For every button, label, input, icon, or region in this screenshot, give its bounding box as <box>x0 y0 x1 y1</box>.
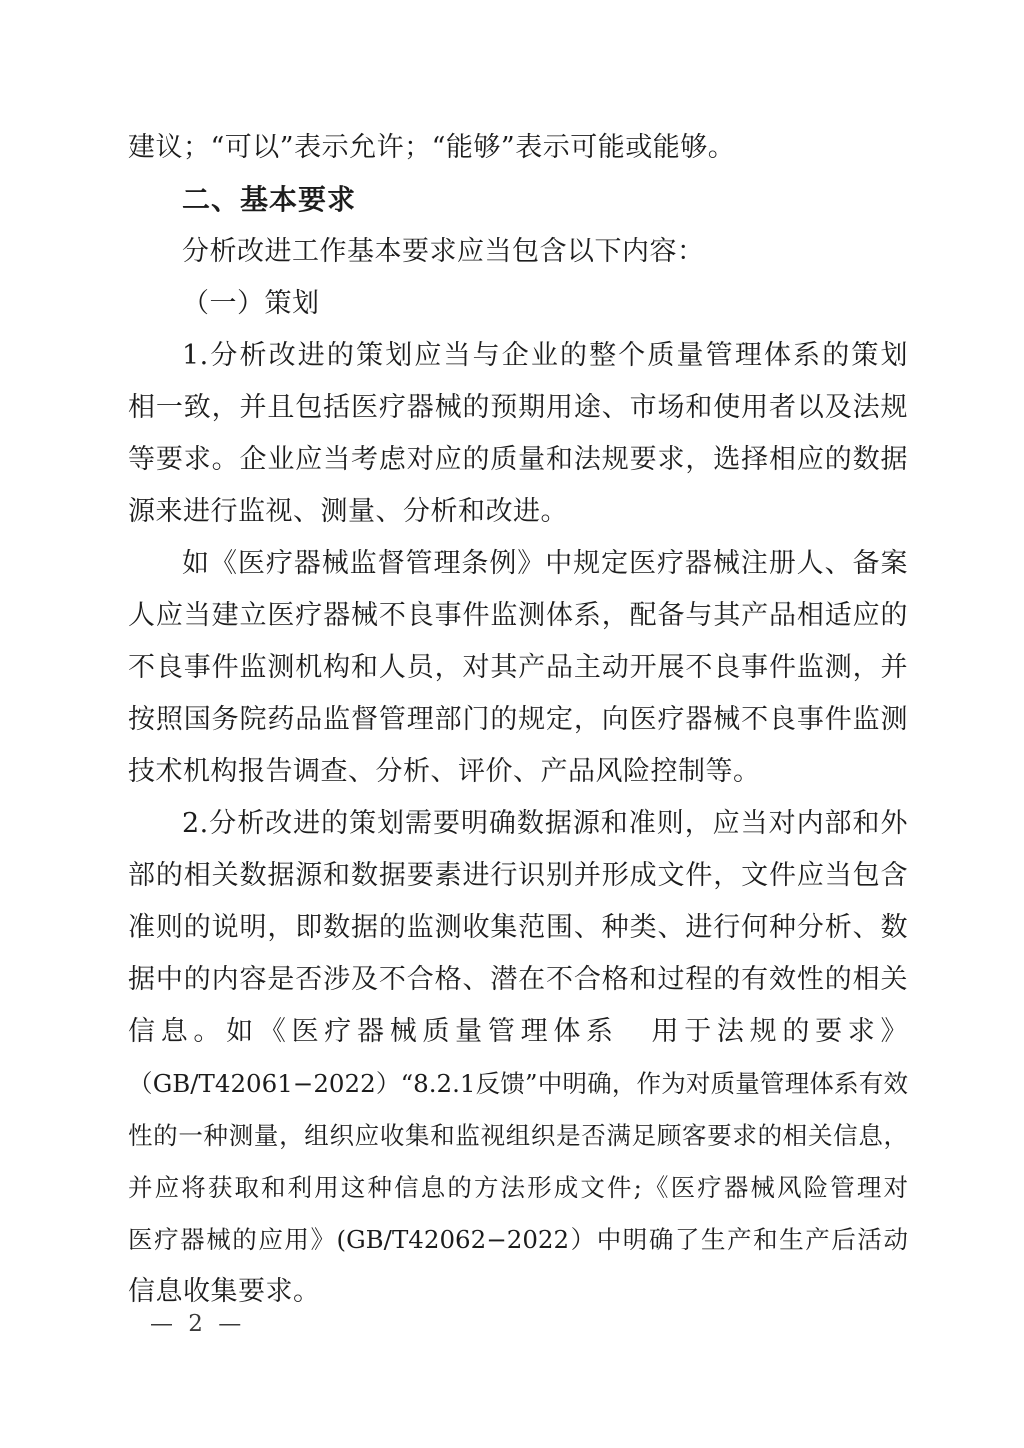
text-line: 技术机构报告调查、分析、评价、产品风险控制等。 <box>128 756 761 787</box>
text-line: 人应当建立医疗器械不良事件监测体系，配备与其产品相适应的 <box>128 600 908 631</box>
document-body <box>128 122 908 1318</box>
text-line: （GB/T42061−2022）“8.2.1反馈”中明确，作为对质量管理体系有效 <box>128 1069 908 1098</box>
text-line: 准则的说明，即数据的监测收集范围、种类、进行何种分析、数 <box>128 912 908 943</box>
text-line: 建议；“可以”表示允许；“能够”表示可能或能够。 <box>128 132 736 163</box>
text-line: 1.分析改进的策划应当与企业的整个质量管理体系的策划 <box>182 340 908 371</box>
text-line: 部的相关数据源和数据要素进行识别并形成文件，文件应当包含 <box>128 860 908 891</box>
text-line: 分析改进工作基本要求应当包含以下内容： <box>182 236 705 267</box>
text-line: 如《医疗器械监督管理条例》中规定医疗器械注册人、备案 <box>182 548 908 579</box>
text-line: 信息收集要求。 <box>128 1276 321 1307</box>
page-number: — 2 — <box>150 1311 246 1337</box>
text-line: 性的一种测量，组织应收集和监视组织是否满足顾客要求的相关信息， <box>128 1121 908 1150</box>
text-line: 并应将获取和利用这种信息的方法形成文件;《医疗器械风险管理对 <box>128 1173 908 1202</box>
section-heading: 二、基本要求 <box>182 183 357 216</box>
subsection-heading: （一）策划 <box>182 288 320 319</box>
text-line: 不良事件监测机构和人员，对其产品主动开展不良事件监测，并 <box>128 652 908 683</box>
text-line: 按照国务院药品监督管理部门的规定，向医疗器械不良事件监测 <box>128 704 908 735</box>
text-line: 等要求。企业应当考虑对应的质量和法规要求，选择相应的数据 <box>128 444 908 475</box>
text-line: 信息。如《医疗器械质量管理体系 用于法规的要求》 <box>128 1016 908 1047</box>
text-line: 相一致，并且包括医疗器械的预期用途、市场和使用者以及法规 <box>128 392 908 423</box>
text-line: 源来进行监视、测量、分析和改进。 <box>128 496 568 527</box>
text-line: 据中的内容是否涉及不合格、潜在不合格和过程的有效性的相关 <box>128 964 908 995</box>
text-line: 医疗器械的应用》(GB/T42062−2022）中明确了生产和生产后活动 <box>128 1225 908 1254</box>
text-line: 2.分析改进的策划需要明确数据源和准则，应当对内部和外 <box>182 808 908 839</box>
